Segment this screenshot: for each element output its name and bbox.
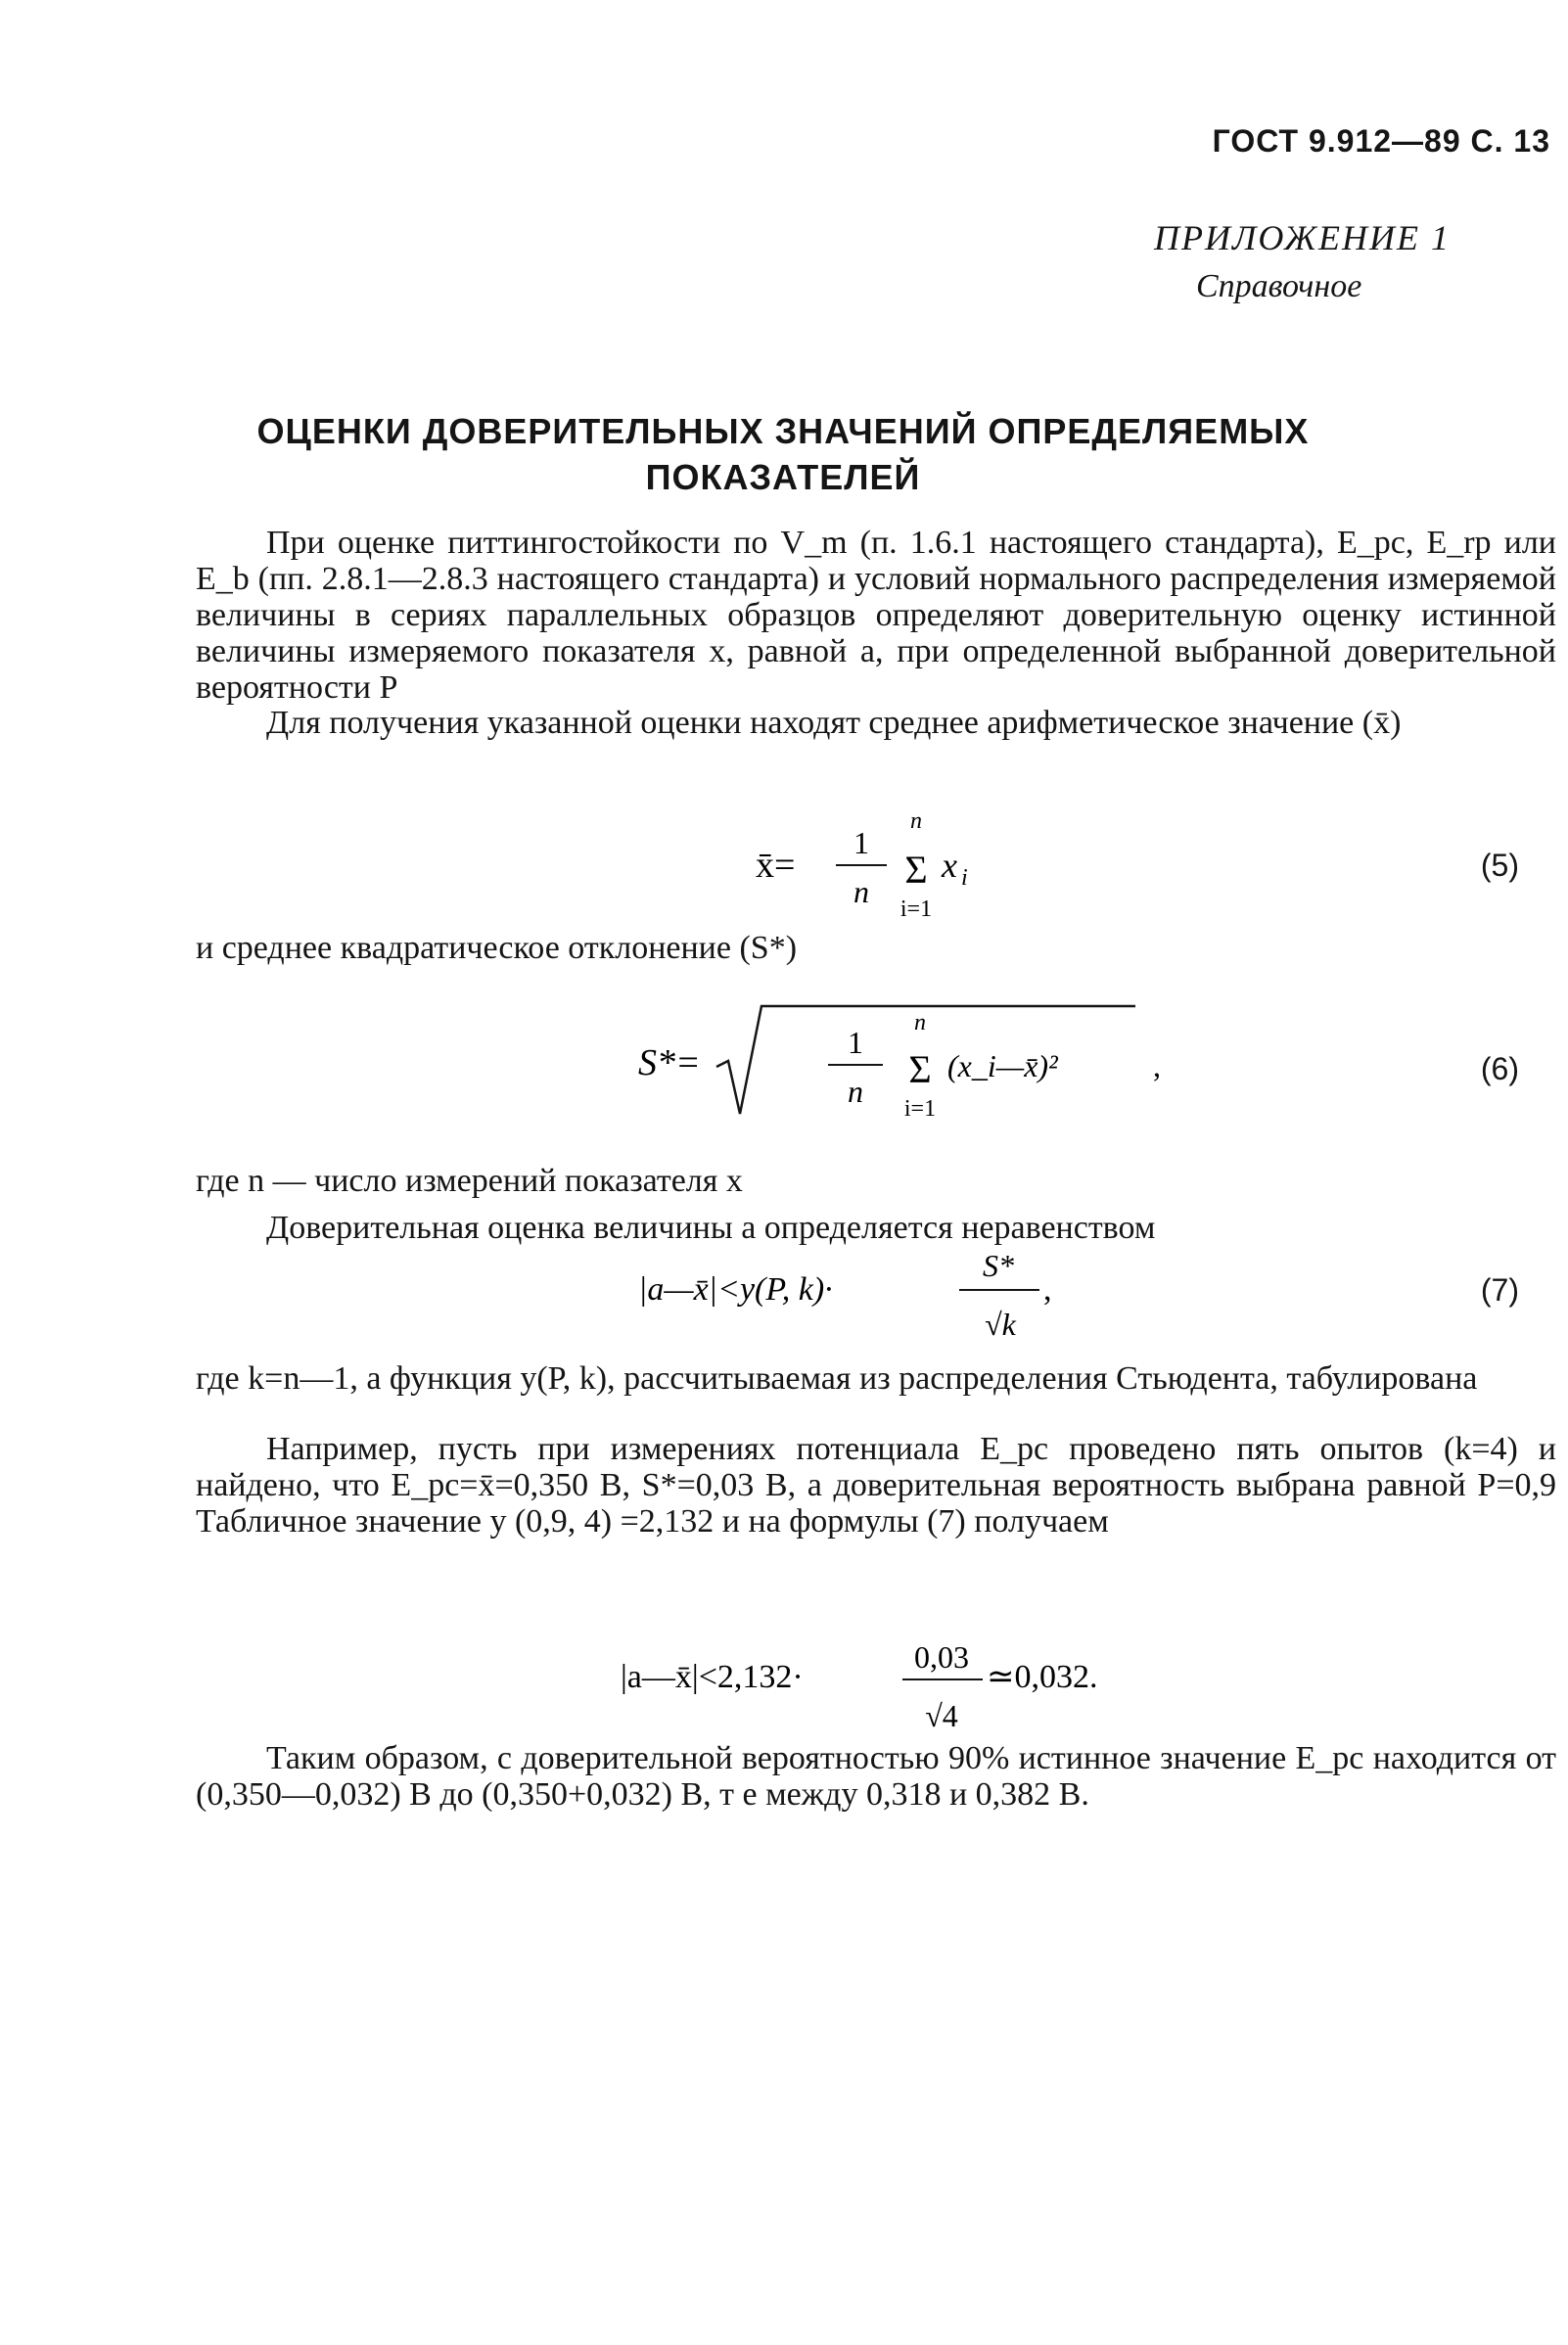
f5-num: 1: [853, 825, 869, 860]
conclusion-text: Таким образом, с доверительной вероятностью 90% истинное значение E_pc находится от (0,350—0,032) В до (0,350+0,032) В, т е между 0,318 и 0,382 В.: [196, 1740, 1556, 1813]
f5-sum-bottom: i=1: [899, 897, 933, 922]
f5-den: n: [853, 874, 869, 909]
formula-7: [636, 1237, 1067, 1373]
where-n-text: где n — число измерений показателя x: [196, 1163, 743, 1199]
f6-lhs: S*=: [638, 1042, 701, 1083]
f6-num: 1: [848, 1025, 863, 1060]
f8-lhs: |a—x̄|<2,132·: [621, 1659, 804, 1695]
f5-sum-sign: Σ: [904, 848, 928, 892]
appendix-label: ПРИЛОЖЕНИЕ 1: [1154, 218, 1451, 257]
f7-lhs: |a—x̄|<y(P, k)·: [638, 1271, 833, 1308]
f6-term: (x_i—x̄)²: [947, 1048, 1058, 1083]
paragraph-example: [196, 1431, 1556, 1540]
paragraph-intro: [196, 525, 1556, 706]
equation-number-5: (5): [1480, 848, 1519, 883]
f6-den: n: [848, 1074, 863, 1109]
f5-term: x: [942, 846, 957, 885]
page-header: ГОСТ 9.912—89 С. 13: [1212, 123, 1550, 159]
f6-tail: ,: [1153, 1048, 1161, 1083]
f5-lhs: x̄=: [756, 845, 796, 886]
paragraph-conclusion: [196, 1740, 1556, 1813]
equation-number-6: (6): [1480, 1051, 1519, 1086]
f7-tail: ,: [1043, 1271, 1052, 1308]
f7-num: S*: [983, 1248, 1014, 1283]
title-line-2: ПОКАЗАТЕЛЕЙ: [645, 457, 921, 497]
mean-text: Для получения указанной оценки находят среднее арифметическое значение (x̄): [266, 705, 1402, 741]
confidence-text: Доверительная оценка величины a определяется неравенством: [266, 1210, 1156, 1246]
formula-5: [754, 808, 1008, 935]
f6-sum-top: n: [914, 1010, 926, 1035]
paragraph-where-n: [196, 1163, 1556, 1199]
title-line-1: ОЦЕНКИ ДОВЕРИТЕЛЬНЫХ ЗНАЧЕНИЙ ОПРЕДЕЛЯЕМЫХ: [256, 411, 1310, 451]
paragraph-std: и среднее квадратическое отклонение (S*): [196, 930, 798, 966]
formula-6: [636, 998, 1184, 1134]
f8-rhs: ≃0,032.: [987, 1659, 1098, 1695]
f6-sum-bottom: i=1: [903, 1096, 937, 1122]
f8-den: √4: [925, 1698, 958, 1733]
f8-num: 0,03: [914, 1639, 969, 1675]
example-text: Например, пусть при измерениях потенциала E_pc проведено пять опытов (k=4) и найдено, что E_pc=x̄=0,350 В, S*=0,03 В, а доверительная вероятность выбрана равной P=0,9 Табличное значение y (0,9, 4) =2,132 и на формулы (7) получаем: [196, 1431, 1557, 1540]
f7-den: √k: [985, 1307, 1016, 1342]
f5-term-sub: i: [961, 865, 968, 891]
f5-sum-top: n: [910, 808, 922, 834]
where-k-text: где k=n—1, а функция y(P, k), рассчитываемая из распределения Стьюдента, табулирована: [196, 1360, 1478, 1397]
intro-text: При оценке питтингостойкости по V_m (п. 1.6.1 настоящего стандарта), E_pc, E_rp или E_b (пп. 2.8.1—2.8.3 настоящего стандарта) и условий нормального распределения измеряемой величины в сериях параллельных образцов определяют доверительную оценку истинной величины измеряемого показателя x, равной a, при определенной выбранной доверительной вероятности P: [196, 525, 1556, 706]
equation-number-7: (7): [1480, 1272, 1519, 1308]
appendix-type: Справочное: [1196, 268, 1362, 304]
paragraph-where-k: [196, 1360, 1556, 1397]
paragraph-mean: [196, 705, 1556, 741]
f6-sum-sign: Σ: [908, 1047, 932, 1091]
